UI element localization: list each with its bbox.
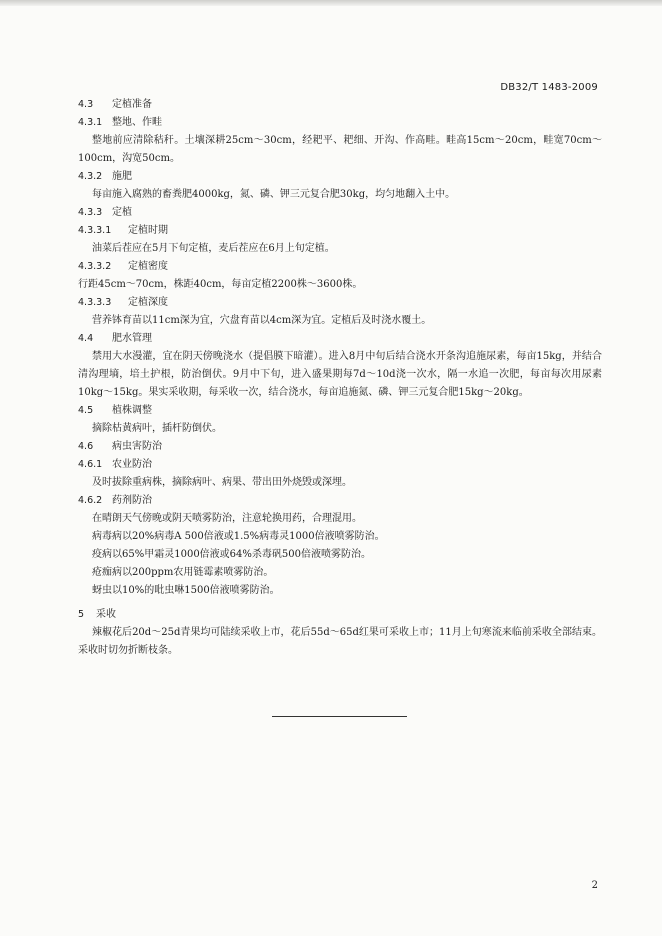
section-title: 定植准备 (112, 99, 152, 110)
section-number: 4.3.1 (78, 117, 103, 128)
section-title: 采收 (96, 609, 116, 620)
section-heading (78, 606, 602, 624)
paragraph: 每亩施入腐熟的畜粪肥4000kg，氮、磷、钾三元复合肥30kg，均匀地翻入土中。 (92, 189, 456, 200)
paragraph: 疫病以65%甲霜灵1000倍液或64%杀毒矾500倍液喷雾防治。 (92, 549, 371, 560)
section-heading (78, 330, 602, 348)
section-heading (78, 402, 602, 420)
section-number: 4.3.3.1 (78, 225, 112, 236)
page-number: 2 (591, 880, 598, 891)
section-heading (78, 456, 602, 474)
section-number: 4.6 (78, 441, 94, 452)
end-rule (272, 716, 407, 717)
paragraph: 病毒病以20%病毒A 500倍液或1.5%病毒灵1000倍液喷雾防治。 (92, 531, 385, 542)
paragraph: 整地前应清除秸秆。土壤深耕25cm～30cm，经耙平、耙细、开沟、作高畦。畦高15cm～20cm，畦宽70cm～100cm，沟宽50cm。 (78, 135, 602, 164)
section-number: 4.3.3 (78, 207, 103, 218)
paragraph: 在晴朗天气傍晚或阴天喷雾防治，注意轮换用药，合理混用。 (92, 513, 362, 524)
paragraph: 辣椒花后20d～25d青果均可陆续采收上市，花后55d～65d红果可采收上市；11月上旬寒流来临前采收全部结束。采收时切勿折断枝条。 (78, 627, 602, 656)
scan-edge (0, 0, 662, 6)
section-heading (78, 204, 602, 222)
section-title: 施肥 (112, 171, 132, 182)
section-heading (78, 438, 602, 456)
paragraph: 营养钵育苗以11cm深为宜，穴盘育苗以4cm深为宜。定植后及时浇水覆土。 (92, 315, 432, 326)
paragraph: 蚜虫以10%的吡虫啉1500倍液喷雾防治。 (92, 585, 280, 596)
section-title: 定植 (112, 207, 132, 218)
section-title: 药剂防治 (112, 495, 152, 506)
paragraph: 及时拔除重病株，摘除病叶、病果、带出田外烧毁或深埋。 (92, 477, 352, 488)
section-number: 4.3.2 (78, 171, 103, 182)
section-number: 4.3.3.2 (78, 261, 112, 272)
section-number: 4.5 (78, 405, 94, 416)
document-body (78, 96, 602, 660)
section-heading (78, 258, 602, 276)
paragraph: 禁用大水漫灌，宜在阴天傍晚浇水（提倡膜下暗灌）。进入8月中旬后结合浇水开条沟追施尿素，每亩15kg，并结合清沟理墒，培土护根，防治倒伏。9月中下旬，进入盛果期每7d～10d浇一次水，隔一水追一次肥，每亩每次用尿素10kg～15kg。果实采收期，每采收一次，结合浇水，每亩追施氮、磷、钾三元复合肥15kg～20kg。 (78, 351, 602, 398)
section-number: 4.6.1 (78, 459, 103, 470)
section-number: 4.4 (78, 333, 94, 344)
section-title: 肥水管理 (112, 333, 152, 344)
section-heading (78, 222, 602, 240)
paragraph: 行距45cm～70cm，株距40cm，每亩定植2200株～3600株。 (78, 279, 363, 290)
section-title: 整地、作畦 (112, 117, 162, 128)
section-heading (78, 168, 602, 186)
section-number: 4.6.2 (78, 495, 103, 506)
section-heading (78, 114, 602, 132)
section-heading (78, 96, 602, 114)
section-title: 农业防治 (112, 459, 152, 470)
paragraph: 疮痂病以200ppm农用链霉素喷雾防治。 (92, 567, 274, 578)
section-title: 植株调整 (112, 405, 152, 416)
paragraph: 油菜后茬应在5月下旬定植，麦后茬应在6月上旬定植。 (92, 243, 335, 254)
section-title: 定植深度 (128, 297, 168, 308)
paragraph: 摘除枯黄病叶，插杆防倒伏。 (92, 423, 222, 434)
section-heading (78, 492, 602, 510)
section-number: 4.3.3.3 (78, 297, 112, 308)
section-title: 定植密度 (128, 261, 168, 272)
standard-code: DB32/T 1483-2009 (500, 82, 598, 93)
section-heading (78, 294, 602, 312)
section-number: 5 (78, 609, 85, 620)
section-title: 病虫害防治 (112, 441, 162, 452)
section-title: 定植时期 (128, 225, 168, 236)
section-number: 4.3 (78, 99, 94, 110)
